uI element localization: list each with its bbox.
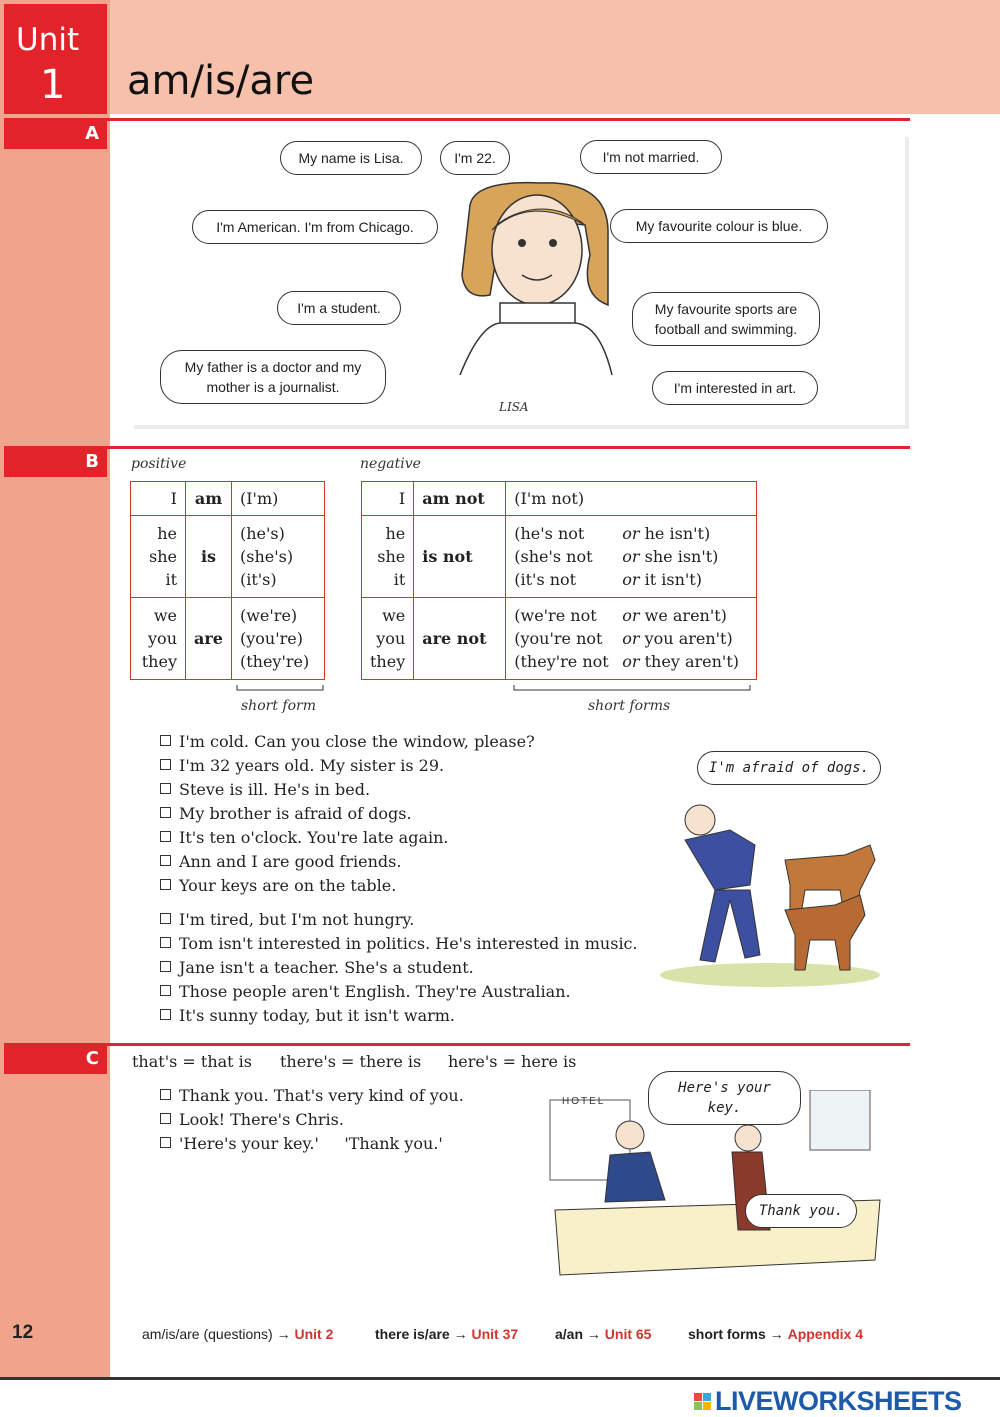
short-form: (they're not xyxy=(514,652,609,671)
footer-link[interactable]: short forms → Appendix 4 xyxy=(688,1326,864,1342)
checkbox-icon xyxy=(160,937,171,948)
list-item: Ann and I are good friends. xyxy=(160,850,535,874)
section-b-marker: B xyxy=(4,447,107,477)
speech-bubble: I'm interested in art. xyxy=(652,371,818,405)
section-a-rule xyxy=(4,118,910,121)
checkbox-icon xyxy=(160,783,171,794)
pronoun: he xyxy=(157,524,177,543)
checkbox-icon xyxy=(160,1009,171,1020)
speech-bubble: Thank you. xyxy=(745,1194,857,1228)
section-a-marker: A xyxy=(4,119,107,149)
footer-link[interactable]: am/is/are (questions) → Unit 2 xyxy=(142,1326,334,1342)
speech-bubble: I'm afraid of dogs. xyxy=(697,751,881,785)
short-form: (we're) xyxy=(239,606,298,625)
section-b-rule xyxy=(4,446,910,449)
alt-form: we aren't) xyxy=(644,606,727,625)
short-form: (it's not xyxy=(514,570,577,589)
list-item: Tom isn't interested in politics. He's interested in music. xyxy=(160,932,638,956)
short-form: (he's not xyxy=(514,524,585,543)
contraction-rules xyxy=(132,1052,576,1071)
examples-c xyxy=(160,1084,464,1156)
list-item: It's ten o'clock. You're late again. xyxy=(160,826,535,850)
footer-link[interactable]: there is/are → Unit 37 xyxy=(375,1326,519,1342)
short-form: (she's not xyxy=(514,547,593,566)
speech-bubble: My favourite sports are football and swimming. xyxy=(632,292,820,346)
alt-form: it isn't) xyxy=(644,570,702,589)
left-sidebar xyxy=(0,0,110,1378)
list-item: Jane isn't a teacher. She's a student. xyxy=(160,956,638,980)
list-item: I'm tired, but I'm not hungry. xyxy=(160,908,638,932)
section-c-rule xyxy=(4,1043,910,1046)
pronoun: we xyxy=(153,606,177,625)
pronoun: they xyxy=(141,652,177,671)
list-item: My brother is afraid of dogs. xyxy=(160,802,535,826)
checkbox-icon xyxy=(160,735,171,746)
or-word: or xyxy=(622,629,640,648)
hotel-sign: HOTEL xyxy=(562,1096,606,1107)
short-form: (I'm) xyxy=(231,482,324,516)
pronoun: you xyxy=(376,629,406,648)
rule: there's = there is xyxy=(280,1052,422,1071)
checkbox-icon xyxy=(160,985,171,996)
list-item: Look! There's Chris. xyxy=(160,1108,464,1132)
short-form: (you're) xyxy=(239,629,303,648)
bottom-rule xyxy=(0,1377,1000,1380)
or-word: or xyxy=(622,524,640,543)
checkbox-icon xyxy=(160,913,171,924)
verb: am xyxy=(186,482,232,516)
list-item: It's sunny today, but it isn't warm. xyxy=(160,1004,638,1028)
verb: is not xyxy=(414,516,506,598)
pronoun: we xyxy=(382,606,406,625)
section-c-marker: C xyxy=(4,1044,107,1074)
rule: that's = that is xyxy=(132,1052,253,1071)
positive-label: positive xyxy=(131,456,187,472)
checkbox-icon xyxy=(160,1089,171,1100)
short-form-label: short form xyxy=(241,698,316,714)
or-word: or xyxy=(622,606,640,625)
verb: are not xyxy=(414,598,506,680)
short-form: (he's) xyxy=(239,524,285,543)
list-item: Thank you. That's very kind of you. xyxy=(160,1084,464,1108)
alt-form: he isn't) xyxy=(644,524,711,543)
lisa-caption: LISA xyxy=(499,400,529,414)
pronoun: it xyxy=(165,570,177,589)
speech-bubble: My father is a doctor and my mother is a journalist. xyxy=(160,350,386,404)
verb: are xyxy=(186,598,232,680)
pronoun: I xyxy=(131,482,186,516)
pronoun: you xyxy=(148,629,177,648)
checkbox-icon xyxy=(160,855,171,866)
liveworksheets-logo-icon xyxy=(694,1393,711,1410)
speech-bubble: I'm American. I'm from Chicago. xyxy=(192,210,438,244)
or-word: or xyxy=(622,570,640,589)
unit-label: Unit xyxy=(16,22,80,58)
pronoun: it xyxy=(393,570,406,589)
positive-table xyxy=(130,481,325,680)
pronoun: she xyxy=(149,547,177,566)
speech-bubble: I'm not married. xyxy=(580,140,722,174)
alt-form: she isn't) xyxy=(644,547,719,566)
watermark xyxy=(694,1386,962,1417)
checkbox-icon xyxy=(160,831,171,842)
checkbox-icon xyxy=(160,961,171,972)
pronoun: she xyxy=(377,547,406,566)
pronoun: he xyxy=(385,524,406,543)
speech-bubble: My name is Lisa. xyxy=(280,141,422,175)
checkbox-icon xyxy=(160,1113,171,1124)
list-item: I'm 32 years old. My sister is 29. xyxy=(160,754,535,778)
checkbox-icon xyxy=(160,879,171,890)
short-form: (you're not xyxy=(514,629,603,648)
speech-bubble: My favourite colour is blue. xyxy=(610,209,828,243)
alt-form: you aren't) xyxy=(644,629,733,648)
list-item: Your keys are on the table. xyxy=(160,874,535,898)
unit-badge xyxy=(4,4,107,114)
short-forms-label: short forms xyxy=(588,698,671,714)
verb: is xyxy=(186,516,232,598)
page-title: am/is/are xyxy=(127,58,315,104)
alt-form: they aren't) xyxy=(644,652,739,671)
list-item: 'Here's your key.' 'Thank you.' xyxy=(160,1132,464,1156)
or-word: or xyxy=(622,652,640,671)
dogs-illustration xyxy=(655,790,885,990)
speech-bubble: I'm a student. xyxy=(277,291,401,325)
speech-bubble: I'm 22. xyxy=(440,141,510,175)
pronoun: I xyxy=(362,482,414,516)
short-form: (we're not xyxy=(514,606,597,625)
list-item: I'm cold. Can you close the window, please? xyxy=(160,730,535,754)
negative-table xyxy=(361,481,757,680)
list-item: Steve is ill. He's in bed. xyxy=(160,778,535,802)
checkbox-icon xyxy=(160,1137,171,1148)
pronoun: they xyxy=(370,652,406,671)
speech-bubble: Here's your key. xyxy=(648,1071,801,1125)
short-form: (it's) xyxy=(239,570,277,589)
or-word: or xyxy=(622,547,640,566)
negative-label: negative xyxy=(360,456,421,472)
lisa-illustration xyxy=(440,175,620,405)
short-forms-bracket xyxy=(512,684,752,694)
short-form: (she's) xyxy=(239,547,294,566)
short-form: (I'm not) xyxy=(506,482,757,516)
examples-positive xyxy=(160,730,535,898)
footer-link[interactable]: a/an → Unit 65 xyxy=(555,1326,652,1342)
checkbox-icon xyxy=(160,807,171,818)
watermark-text: LIVEWORKSHEETS xyxy=(715,1386,962,1416)
list-item: Those people aren't English. They're Australian. xyxy=(160,980,638,1004)
unit-number: 1 xyxy=(40,62,66,108)
rule: here's = here is xyxy=(448,1052,577,1071)
short-form: (they're) xyxy=(239,652,310,671)
short-form-bracket xyxy=(235,684,325,694)
verb: am not xyxy=(414,482,506,516)
examples-negative xyxy=(160,908,638,1028)
page-number: 12 xyxy=(12,1322,34,1343)
checkbox-icon xyxy=(160,759,171,770)
